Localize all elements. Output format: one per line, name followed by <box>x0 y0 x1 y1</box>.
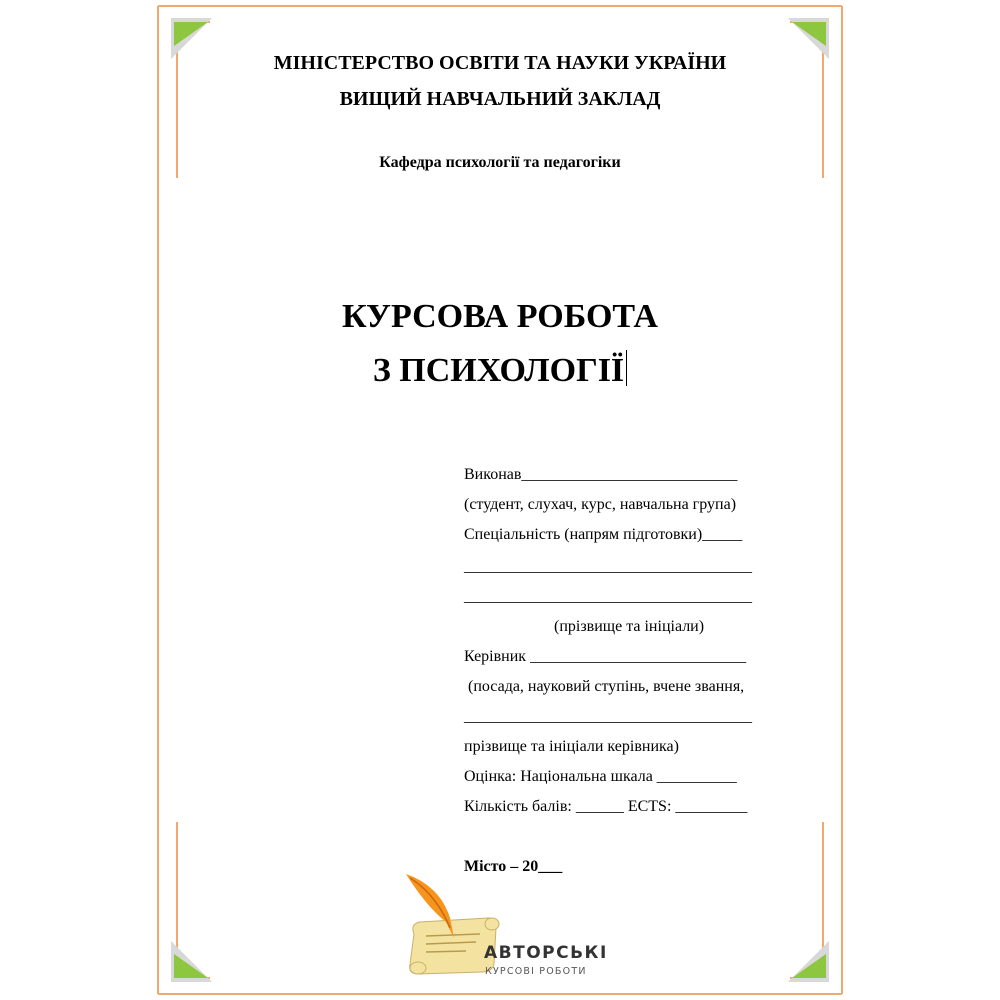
logo-title: АВТОРСЬКІ <box>484 943 606 963</box>
points-field[interactable]: Кількість балів: ______ ECTS: _________ <box>464 798 748 815</box>
corner-triangle-icon <box>792 954 826 978</box>
corner-triangle-icon <box>792 22 826 46</box>
document-title-text: З ПСИХОЛОГІЇ <box>372 352 625 389</box>
supervisor-name-hint: прізвище та ініціали керівника) <box>464 738 679 755</box>
specialty-field[interactable]: Спеціальність (напрям підготовки)_____ <box>464 526 743 543</box>
student-hint: (студент, слухач, курс, навчальна група) <box>464 496 737 513</box>
blank-line-3[interactable]: ____________________________________ <box>464 708 752 725</box>
blank-line-1[interactable]: ____________________________________ <box>464 558 752 575</box>
document-title-line-2[interactable] <box>0 350 1000 390</box>
document-title-line-1: КУРСОВА РОБОТА <box>342 298 658 335</box>
logo <box>396 872 606 982</box>
performed-by-field[interactable]: Виконав___________________________ <box>464 466 738 483</box>
corner-shadow-bottom-left <box>171 941 212 982</box>
blank-line-2[interactable]: ____________________________________ <box>464 588 752 605</box>
grade-field[interactable]: Оцінка: Національна шкала __________ <box>464 768 737 785</box>
ministry-heading: МІНІСТЕРСТВО ОСВІТИ ТА НАУКИ УКРАЇНИ <box>273 52 727 74</box>
supervisor-hint: (посада, науковий ступінь, вчене звання, <box>468 678 745 695</box>
institution-heading: ВИЩИЙ НАВЧАЛЬНИЙ ЗАКЛАД <box>339 88 661 110</box>
name-hint: (прізвище та ініціали) <box>554 618 705 635</box>
corner-triangle-icon <box>174 22 208 46</box>
text-cursor <box>626 350 627 386</box>
department-heading: Кафедра психології та педагогіки <box>379 154 621 171</box>
supervisor-field[interactable]: Керівник ___________________________ <box>464 648 747 665</box>
city-year: Місто – 20___ <box>464 858 563 875</box>
quill-and-scroll-icon <box>396 872 606 982</box>
logo-subtitle: КУРСОВІ РОБОТИ <box>485 966 587 977</box>
corner-triangle-icon <box>174 954 208 978</box>
corner-shadow-bottom-right <box>788 941 829 982</box>
